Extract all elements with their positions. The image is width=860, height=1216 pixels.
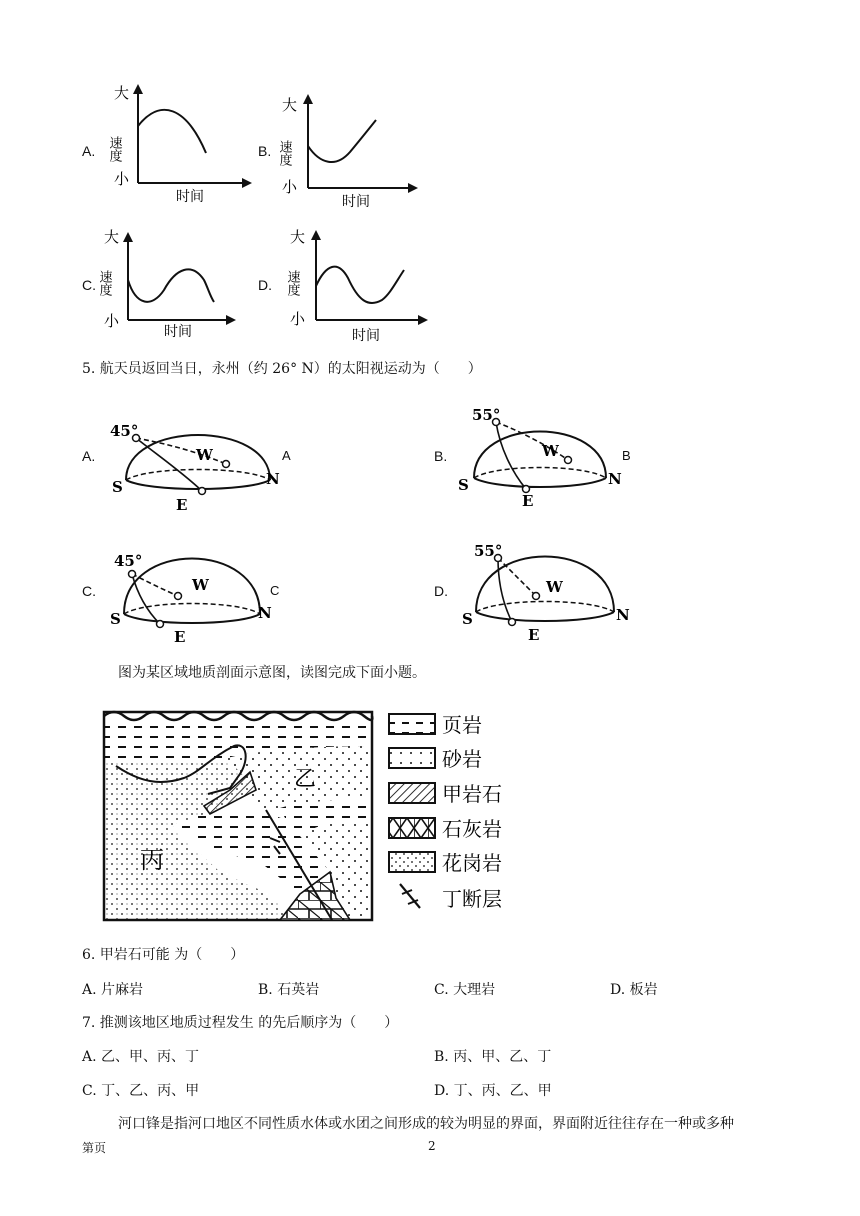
bing-label: 丙 — [140, 846, 164, 874]
q7-option-a[interactable]: A. 乙、甲、丙、丁 — [82, 1049, 200, 1065]
q7-option-d[interactable]: D. 丁、丙、乙、甲 — [434, 1083, 552, 1099]
north-label: N — [258, 604, 272, 622]
y-low-label: 小 — [290, 310, 306, 328]
geology-legend — [386, 708, 536, 918]
legend-shale: 页岩 — [442, 713, 482, 737]
south-label: S — [112, 478, 123, 496]
q5-sun-diagram-c — [106, 544, 276, 648]
south-label: S — [462, 610, 473, 628]
y-low-label: 小 — [114, 170, 130, 188]
q6-option-d[interactable]: D. 板岩 — [610, 982, 658, 998]
west-label: W — [546, 578, 563, 596]
q5-option-b-tag: B — [622, 448, 631, 463]
q4-graph-b — [272, 90, 432, 208]
q6-option-c[interactable]: C. 大理岩 — [434, 982, 496, 998]
legend-sandstone: 砂岩 — [442, 747, 482, 771]
q4-option-a-label: A. — [82, 143, 96, 159]
q5-sun-diagram-a — [108, 412, 298, 516]
south-label: S — [110, 610, 121, 628]
y-high-label: 大 — [104, 228, 120, 246]
q5-option-d-label: D. — [434, 583, 448, 599]
q5-option-b-label: B. — [434, 448, 448, 464]
estuary-front-paragraph: 河口锋是指河口地区不同性质水体或水团之间形成的较为明显的界面，界面附近往往存在一种或多种 — [118, 1116, 734, 1132]
x-axis-label: 时间 — [352, 328, 380, 344]
legend-fault-ding: 丁断层 — [442, 887, 502, 911]
q7-option-b[interactable]: B. 丙、甲、乙、丁 — [434, 1049, 552, 1065]
q6-option-b[interactable]: B. 石英岩 — [258, 982, 320, 998]
geology-intro: 图为某区域地质剖面示意图，读图完成下面小题。 — [118, 665, 426, 681]
west-label: W — [192, 576, 209, 594]
angle-label: 55° — [472, 406, 501, 424]
east-label: E — [174, 628, 186, 646]
south-label: S — [458, 476, 469, 494]
angle-label: 45° — [114, 552, 143, 570]
q5-option-c-label: C. — [82, 583, 96, 599]
y-high-label: 大 — [114, 84, 130, 102]
legend-rock-jia: 甲岩石 — [442, 782, 502, 806]
q6-option-a[interactable]: A. 片麻岩 — [82, 982, 144, 998]
north-label: N — [608, 470, 622, 488]
west-label: W — [196, 446, 213, 464]
q4-graph-a — [100, 78, 260, 208]
x-axis-label: 时间 — [176, 189, 204, 205]
east-label: E — [176, 496, 188, 514]
y-low-label: 小 — [282, 178, 298, 196]
page-number: 2 — [428, 1139, 436, 1153]
q5-sun-diagram-d — [458, 536, 638, 648]
q4-option-c-label: C. — [82, 277, 96, 293]
q5-option-a-label: A. — [82, 448, 96, 464]
q5-sun-diagram-b — [456, 402, 626, 514]
yi-label: 乙 — [294, 767, 317, 792]
west-label: W — [542, 442, 559, 460]
legend-granite: 花岗岩 — [442, 851, 502, 875]
geology-cross-section — [100, 702, 378, 924]
x-axis-label: 时间 — [342, 194, 370, 210]
y-axis-label: 速度 — [106, 136, 122, 162]
footer-left: 第页 — [82, 1141, 107, 1155]
y-axis-label: 速度 — [276, 140, 292, 166]
q4-option-d-label: D. — [258, 277, 272, 293]
q4-graph-d — [286, 226, 446, 344]
y-high-label: 大 — [282, 96, 298, 114]
angle-label: 45° — [110, 422, 139, 440]
east-label: E — [528, 626, 540, 644]
y-axis-label: 速度 — [284, 270, 300, 296]
y-low-label: 小 — [104, 312, 120, 330]
legend-limestone: 石灰岩 — [442, 817, 502, 841]
y-axis-label: 速度 — [96, 270, 112, 296]
y-high-label: 大 — [290, 228, 306, 246]
q5-stem: 5. 航天员返回当日，永州（约 26° N）的太阳视运动为（ ） — [82, 361, 482, 377]
q6-stem: 6. 甲岩石可能 为（ ） — [82, 947, 245, 963]
q7-option-c[interactable]: C. 丁、乙、丙、甲 — [82, 1083, 200, 1099]
x-axis-label: 时间 — [164, 324, 192, 340]
q5-option-c-tag: C — [270, 583, 280, 598]
east-label: E — [522, 492, 534, 510]
q7-stem: 7. 推测该地区地质过程发生 的先后顺序为（ ） — [82, 1015, 399, 1031]
q4-option-b-label: B. — [258, 143, 272, 159]
q5-option-a-tag: A — [282, 448, 291, 463]
q4-graph-c — [96, 228, 260, 340]
angle-label: 55° — [474, 542, 503, 560]
north-label: N — [266, 470, 280, 488]
north-label: N — [616, 606, 630, 624]
